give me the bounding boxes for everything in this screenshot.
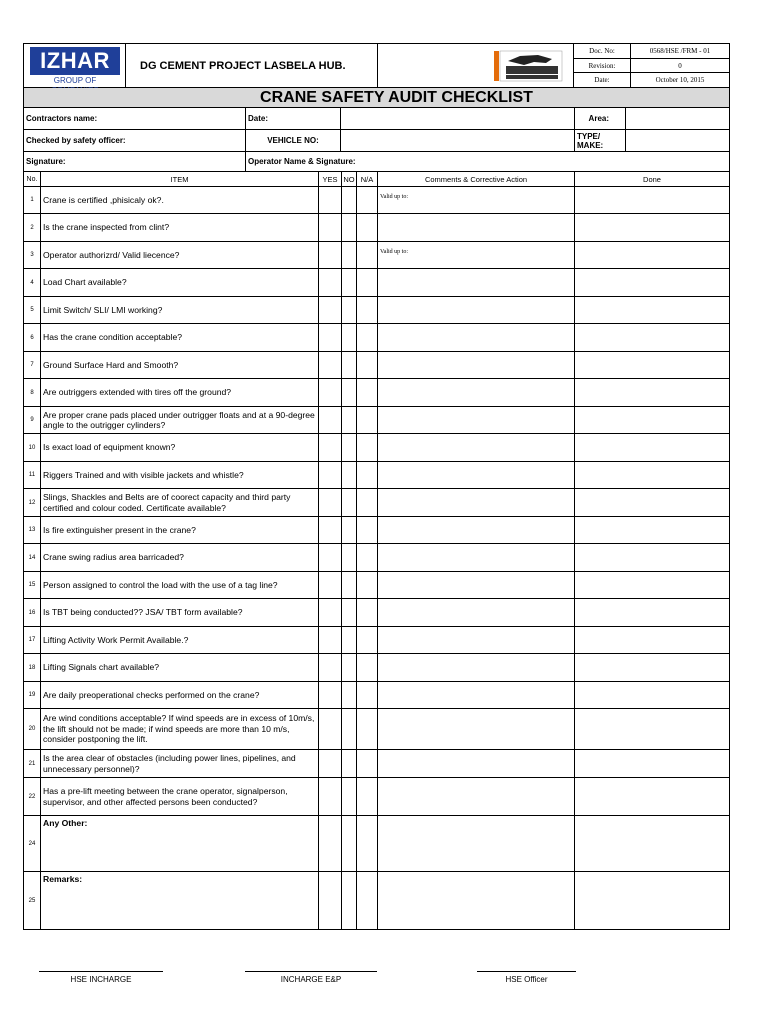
- revision-value: 0: [678, 61, 682, 70]
- yes-checkbox-cell[interactable]: [319, 187, 342, 213]
- comments-cell[interactable]: [378, 544, 575, 571]
- row-number: 1: [24, 187, 41, 213]
- yes-checkbox-cell[interactable]: [319, 572, 342, 598]
- yes-checkbox-cell[interactable]: [319, 599, 342, 626]
- row-item-text: Person assigned to control the load with the use of a tag line?: [41, 572, 319, 598]
- vehicle-no-value-field[interactable]: [341, 130, 575, 151]
- done-cell[interactable]: [575, 872, 729, 929]
- na-checkbox-cell[interactable]: [357, 297, 378, 323]
- done-cell[interactable]: [575, 434, 729, 461]
- done-cell[interactable]: [575, 544, 729, 571]
- row-item-text: Crane is certified ,phisicaly ok?.: [41, 187, 319, 213]
- comments-cell[interactable]: [378, 379, 575, 406]
- comments-cell[interactable]: [378, 297, 575, 323]
- row-item-text: Is TBT being conducted?? JSA/ TBT form available?: [41, 599, 319, 626]
- done-cell[interactable]: [575, 750, 729, 777]
- na-checkbox-cell[interactable]: [357, 324, 378, 351]
- table-row: [24, 627, 729, 654]
- row-item-text: Crane swing radius area barricaded?: [41, 544, 319, 571]
- no-checkbox-cell[interactable]: [342, 627, 357, 653]
- row-item-text: Are proper crane pads placed under outrigger floats and at a 90-degree angle to the outrigger cylinders?: [41, 407, 319, 433]
- no-checkbox-cell[interactable]: [342, 517, 357, 543]
- yes-checkbox-cell[interactable]: [319, 269, 342, 296]
- na-checkbox-cell[interactable]: [357, 599, 378, 626]
- row-number: 21: [24, 750, 41, 777]
- yes-checkbox-cell[interactable]: [319, 324, 342, 351]
- row-item-text: Ground Surface Hard and Smooth?: [41, 352, 319, 378]
- table-header: [24, 172, 729, 187]
- done-cell[interactable]: [575, 627, 729, 653]
- na-checkbox-cell[interactable]: [357, 572, 378, 598]
- row-item-text: Has a pre-lift meeting between the crane operator, signalperson, supervisor, and other affected persons been conducted?: [41, 778, 319, 815]
- na-checkbox-cell[interactable]: [357, 187, 378, 213]
- comments-cell[interactable]: [378, 352, 575, 378]
- na-checkbox-cell[interactable]: [357, 242, 378, 268]
- no-checkbox-cell[interactable]: [342, 750, 357, 777]
- comments-cell[interactable]: [378, 599, 575, 626]
- table-row: [24, 242, 729, 269]
- yes-checkbox-cell[interactable]: [319, 379, 342, 406]
- done-cell[interactable]: [575, 269, 729, 296]
- checklist-rows: [24, 187, 729, 929]
- done-cell[interactable]: [575, 297, 729, 323]
- yes-checkbox-cell[interactable]: [319, 462, 342, 488]
- vehicle-no-field[interactable]: VEHICLE NO:: [246, 130, 341, 151]
- comments-cell[interactable]: [378, 627, 575, 653]
- table-row: [24, 407, 729, 434]
- no-checkbox-cell[interactable]: [342, 324, 357, 351]
- no-checkbox-cell[interactable]: [342, 352, 357, 378]
- no-checkbox-cell[interactable]: [342, 654, 357, 681]
- yes-checkbox-cell[interactable]: [319, 242, 342, 268]
- row-item-text: Are daily preoperational checks performed on the crane?: [41, 682, 319, 708]
- row-item-text: Limit Switch/ SLI/ LMI working?: [41, 297, 319, 323]
- no-checkbox-cell[interactable]: [342, 269, 357, 296]
- na-checkbox-cell[interactable]: [357, 214, 378, 241]
- table-row: [24, 489, 729, 517]
- operator-name-signature-field[interactable]: Operator Name & Signature:: [248, 157, 356, 166]
- na-checkbox-cell[interactable]: [357, 544, 378, 571]
- row-item-text: Lifting Signals chart available?: [41, 654, 319, 681]
- yes-checkbox-cell[interactable]: [319, 407, 342, 433]
- yes-checkbox-cell[interactable]: [319, 778, 342, 815]
- signature-hse-incharge: [39, 971, 163, 984]
- row-item-text: Are wind conditions acceptable? If wind speeds are in excess of 10m/s, the lift should not be made; if wind speeds are more than 10 m/s, consider postponing the lift.: [41, 709, 319, 749]
- signature-hse-officer: [477, 971, 576, 984]
- comments-cell[interactable]: [378, 489, 575, 516]
- done-cell[interactable]: [575, 324, 729, 351]
- table-row: [24, 750, 729, 778]
- dg-cement-logo: [485, 44, 573, 87]
- row-number: 22: [24, 778, 41, 815]
- row-number: 2: [24, 214, 41, 241]
- row-number: 11: [24, 462, 41, 488]
- type-label: TYPE/: [577, 131, 601, 141]
- no-checkbox-cell[interactable]: [342, 682, 357, 708]
- no-checkbox-cell[interactable]: [342, 872, 357, 929]
- col-header-no: No.: [24, 172, 41, 186]
- row-item-text: Slings, Shackles and Belts are of coorect capacity and third party certified and colour coded. Certificate available?: [41, 489, 319, 516]
- row-item-text: Has the crane condition acceptable?: [41, 324, 319, 351]
- signature-field[interactable]: Signature:: [24, 152, 246, 171]
- yes-checkbox-cell[interactable]: [319, 544, 342, 571]
- row-number: 25: [24, 872, 41, 929]
- done-cell[interactable]: [575, 816, 729, 871]
- yes-checkbox-cell[interactable]: [319, 214, 342, 241]
- done-cell[interactable]: [575, 462, 729, 488]
- row-number: 12: [24, 489, 41, 516]
- info-row-checked-by: [24, 130, 729, 152]
- table-row: [24, 872, 729, 929]
- table-row: [24, 297, 729, 324]
- comments-cell[interactable]: [378, 214, 575, 241]
- no-checkbox-cell[interactable]: [342, 379, 357, 406]
- row-number: 8: [24, 379, 41, 406]
- yes-checkbox-cell[interactable]: [319, 627, 342, 653]
- col-header-na: N/A: [357, 172, 378, 186]
- done-cell[interactable]: [575, 517, 729, 543]
- na-checkbox-cell[interactable]: [357, 778, 378, 815]
- no-checkbox-cell[interactable]: [342, 242, 357, 268]
- comments-cell[interactable]: [378, 654, 575, 681]
- na-checkbox-cell[interactable]: [357, 462, 378, 488]
- type-make-field[interactable]: [575, 130, 626, 151]
- no-checkbox-cell[interactable]: [342, 462, 357, 488]
- row-item-text: Lifting Activity Work Permit Available.?: [41, 627, 319, 653]
- yes-checkbox-cell[interactable]: [319, 517, 342, 543]
- area-field[interactable]: Area:: [575, 108, 626, 129]
- na-checkbox-cell[interactable]: [357, 627, 378, 653]
- row-item-text: Operator authorizrd/ Valid liecence?: [41, 242, 319, 268]
- na-checkbox-cell[interactable]: [357, 682, 378, 708]
- done-cell[interactable]: [575, 599, 729, 626]
- no-checkbox-cell[interactable]: [342, 407, 357, 433]
- done-cell[interactable]: [575, 214, 729, 241]
- date-field[interactable]: Date:: [246, 108, 341, 129]
- info-row-signature: [24, 152, 729, 172]
- no-checkbox-cell[interactable]: [342, 434, 357, 461]
- col-header-yes: YES: [319, 172, 342, 186]
- comments-cell[interactable]: [378, 434, 575, 461]
- row-number: 9: [24, 407, 41, 433]
- table-row: [24, 462, 729, 489]
- col-header-no-answer: NO: [342, 172, 357, 186]
- row-item-text: Remarks:: [41, 872, 319, 929]
- no-checkbox-cell[interactable]: [342, 489, 357, 516]
- no-checkbox-cell[interactable]: [342, 709, 357, 749]
- table-row: [24, 517, 729, 544]
- na-checkbox-cell[interactable]: [357, 407, 378, 433]
- done-cell[interactable]: [575, 352, 729, 378]
- table-row: [24, 214, 729, 242]
- comments-cell[interactable]: [378, 816, 575, 871]
- na-checkbox-cell[interactable]: [357, 434, 378, 461]
- no-checkbox-cell[interactable]: [342, 297, 357, 323]
- no-checkbox-cell[interactable]: [342, 544, 357, 571]
- table-row: [24, 379, 729, 407]
- table-row: [24, 187, 729, 214]
- no-checkbox-cell[interactable]: [342, 572, 357, 598]
- row-item-text: Load Chart available?: [41, 269, 319, 296]
- row-number: 18: [24, 654, 41, 681]
- row-item-text: Are outriggers extended with tires off the ground?: [41, 379, 319, 406]
- col-header-comments: Comments & Corrective Action: [378, 172, 575, 186]
- row-number: 19: [24, 682, 41, 708]
- checklist-form: [23, 43, 730, 930]
- yes-checkbox-cell[interactable]: [319, 654, 342, 681]
- na-checkbox-cell[interactable]: [357, 352, 378, 378]
- done-cell[interactable]: [575, 187, 729, 213]
- comments-cell[interactable]: [378, 682, 575, 708]
- col-header-item: ITEM: [41, 172, 319, 186]
- table-row: [24, 682, 729, 709]
- table-row: [24, 778, 729, 816]
- row-number: 20: [24, 709, 41, 749]
- hse-incharge-label: HSE INCHARGE: [70, 975, 132, 984]
- checked-by-field[interactable]: Checked by safety officer:: [24, 130, 246, 151]
- izhar-logo: [24, 44, 126, 87]
- row-number: 10: [24, 434, 41, 461]
- comments-cell[interactable]: [378, 750, 575, 777]
- yes-checkbox-cell[interactable]: [319, 434, 342, 461]
- row-item-text: Any Other:: [41, 816, 319, 871]
- comments-cell[interactable]: [378, 517, 575, 543]
- info-row-contractors: [24, 108, 729, 130]
- done-cell[interactable]: [575, 572, 729, 598]
- izhar-logo-subtitle: GROUP OF: [53, 76, 97, 85]
- yes-checkbox-cell[interactable]: [319, 352, 342, 378]
- date-value-field[interactable]: [341, 108, 575, 129]
- na-checkbox-cell[interactable]: [357, 517, 378, 543]
- table-row: [24, 816, 729, 872]
- yes-checkbox-cell[interactable]: [319, 816, 342, 871]
- dg-cement-logo-icon: [494, 49, 564, 83]
- row-number: 24: [24, 816, 41, 871]
- row-number: 15: [24, 572, 41, 598]
- table-row: [24, 654, 729, 682]
- contractors-name-field[interactable]: Contractors name:: [24, 108, 246, 129]
- no-checkbox-cell[interactable]: [342, 816, 357, 871]
- comments-cell[interactable]: [378, 778, 575, 815]
- na-checkbox-cell[interactable]: [357, 750, 378, 777]
- form-title: CRANE SAFETY AUDIT CHECKLIST: [24, 88, 729, 108]
- na-checkbox-cell[interactable]: [357, 709, 378, 749]
- table-row: [24, 572, 729, 599]
- yes-checkbox-cell[interactable]: [319, 709, 342, 749]
- comments-cell[interactable]: [378, 462, 575, 488]
- table-row: [24, 709, 729, 750]
- row-number: 6: [24, 324, 41, 351]
- form-header: [24, 44, 729, 88]
- izhar-logo-text: IZHAR: [40, 48, 110, 73]
- comments-cell[interactable]: Valid up to:: [378, 242, 575, 268]
- done-cell[interactable]: [575, 489, 729, 516]
- table-row: [24, 599, 729, 627]
- no-checkbox-cell[interactable]: [342, 187, 357, 213]
- row-number: 13: [24, 517, 41, 543]
- table-row: [24, 434, 729, 462]
- no-checkbox-cell[interactable]: [342, 778, 357, 815]
- row-item-text: Riggers Trained and with visible jackets and whistle?: [41, 462, 319, 488]
- comments-cell[interactable]: [378, 407, 575, 433]
- row-item-text: Is fire extinguisher present in the crane?: [41, 517, 319, 543]
- done-cell[interactable]: [575, 778, 729, 815]
- row-number: 16: [24, 599, 41, 626]
- comments-cell[interactable]: [378, 324, 575, 351]
- na-checkbox-cell[interactable]: [357, 379, 378, 406]
- col-header-done: Done: [643, 174, 661, 184]
- table-row: [24, 269, 729, 297]
- na-checkbox-cell[interactable]: [357, 489, 378, 516]
- project-name: DG CEMENT PROJECT LASBELA HUB.: [126, 44, 378, 87]
- row-item-text: Is the crane inspected from clint?: [41, 214, 319, 241]
- row-number: 4: [24, 269, 41, 296]
- type-make-value-field[interactable]: [626, 130, 729, 151]
- comments-cell[interactable]: [378, 572, 575, 598]
- na-checkbox-cell[interactable]: [357, 816, 378, 871]
- yes-checkbox-cell[interactable]: [319, 872, 342, 929]
- na-checkbox-cell[interactable]: [357, 269, 378, 296]
- table-row: [24, 352, 729, 379]
- yes-checkbox-cell[interactable]: [319, 489, 342, 516]
- area-value-field[interactable]: [626, 108, 729, 129]
- hse-officer-label: HSE Officer: [505, 975, 548, 984]
- date-label: Date:: [574, 73, 631, 87]
- comments-cell[interactable]: [378, 872, 575, 929]
- row-number: 3: [24, 242, 41, 268]
- done-cell[interactable]: [575, 709, 729, 749]
- done-cell[interactable]: [575, 242, 729, 268]
- revision-label: Revision:: [574, 59, 631, 73]
- row-number: 17: [24, 627, 41, 653]
- yes-checkbox-cell[interactable]: [319, 297, 342, 323]
- table-row: [24, 544, 729, 572]
- row-item-text: Is exact load of equipment known?: [41, 434, 319, 461]
- na-checkbox-cell[interactable]: [357, 654, 378, 681]
- done-cell[interactable]: [575, 654, 729, 681]
- no-checkbox-cell[interactable]: [342, 214, 357, 241]
- table-row: [24, 324, 729, 352]
- row-number: 5: [24, 297, 41, 323]
- incharge-ep-label: INCHARGE E&P: [280, 975, 342, 984]
- no-checkbox-cell[interactable]: [342, 599, 357, 626]
- signature-incharge-ep: [245, 971, 377, 984]
- done-cell[interactable]: [575, 379, 729, 406]
- row-item-text: Is the area clear of obstacles (including power lines, pipelines, and unnecessary personnel)?: [41, 750, 319, 777]
- doc-no-label: Doc. No:: [574, 44, 631, 58]
- done-cell[interactable]: [575, 407, 729, 433]
- make-label: MAKE:: [577, 140, 604, 150]
- na-checkbox-cell[interactable]: [357, 872, 378, 929]
- doc-no-value: 0568/HSE /FRM - 01: [649, 46, 711, 55]
- row-number: 7: [24, 352, 41, 378]
- yes-checkbox-cell[interactable]: [319, 750, 342, 777]
- done-cell[interactable]: [575, 682, 729, 708]
- row-number: 14: [24, 544, 41, 571]
- yes-checkbox-cell[interactable]: [319, 682, 342, 708]
- document-info-table: [573, 44, 729, 87]
- comments-cell[interactable]: [378, 709, 575, 749]
- comments-cell[interactable]: [378, 269, 575, 296]
- date-value: October 10, 2015: [655, 76, 705, 85]
- comments-cell[interactable]: Valid up to:: [378, 187, 575, 213]
